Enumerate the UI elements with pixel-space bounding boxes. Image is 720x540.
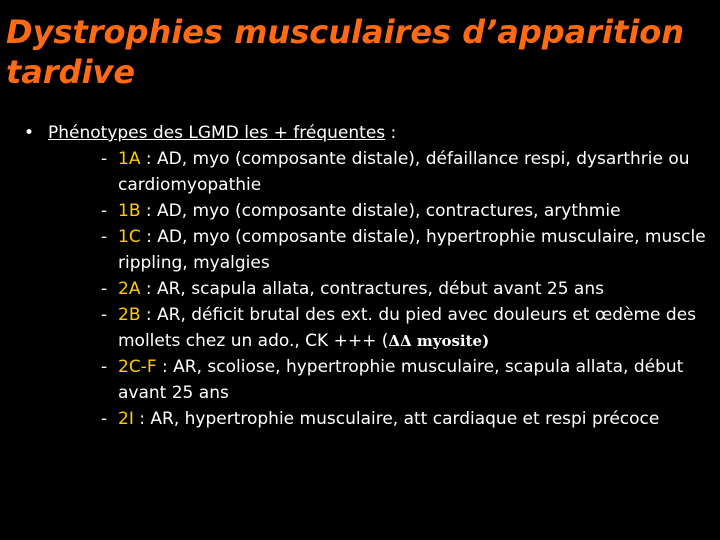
item-code: 2A	[118, 279, 141, 299]
list-item-2i	[101, 406, 711, 432]
lgmd-list	[101, 146, 711, 432]
item-code: 1A	[118, 149, 141, 169]
list-item-2b	[101, 302, 711, 354]
list-item-1b	[101, 198, 711, 224]
bullet-heading-label: Phénotypes des LGMD les + fréquentes	[48, 123, 386, 143]
item-text: : AD, myo (composante distale), hypertrophie musculaire, muscle rippling, myalgies	[118, 227, 706, 273]
dash-marker: -	[101, 305, 108, 325]
dash-marker: -	[101, 227, 108, 247]
item-text: : AD, myo (composante distale), contractures, arythmie	[140, 201, 621, 221]
list-item-2c-f	[101, 354, 711, 406]
bullet-heading-suffix: :	[385, 123, 397, 143]
item-code: 2B	[118, 305, 141, 325]
item-text: : AD, myo (composante distale), défaillance respi, dysarthrie ou cardiomyopathie	[118, 149, 690, 195]
item-text: : AR, scapula allata, contractures, début avant 25 ans	[140, 279, 604, 299]
bullet-dot-icon: •	[24, 123, 35, 143]
item-text: : AR, scoliose, hypertrophie musculaire, scapula allata, début avant 25 ans	[118, 357, 684, 403]
item-text: : AR, déficit brutal des ext. du pied avec douleurs et œdème des mollets chez un ado., CK +++ (	[118, 305, 697, 351]
list-item-1a	[101, 146, 711, 198]
dash-marker: -	[101, 279, 108, 299]
dash-marker: -	[101, 201, 108, 221]
dash-marker: -	[101, 357, 108, 377]
dash-marker: -	[101, 149, 108, 169]
list-item-2a	[101, 276, 711, 302]
slide-title: Dystrophies musculaires d’apparition tardive	[6, 13, 685, 91]
bullet-heading	[48, 120, 396, 146]
item-code: 2I	[118, 409, 134, 429]
item-text: : AR, hypertrophie musculaire, att cardiaque et respi précoce	[133, 409, 660, 429]
item-code: 1B	[118, 201, 141, 221]
item-code: 2C-F	[118, 357, 157, 377]
dash-marker: -	[101, 409, 108, 429]
item-serif-text: ΔΔ myosite)	[388, 332, 490, 350]
item-code: 1C	[118, 227, 141, 247]
list-item-1c	[101, 224, 711, 276]
